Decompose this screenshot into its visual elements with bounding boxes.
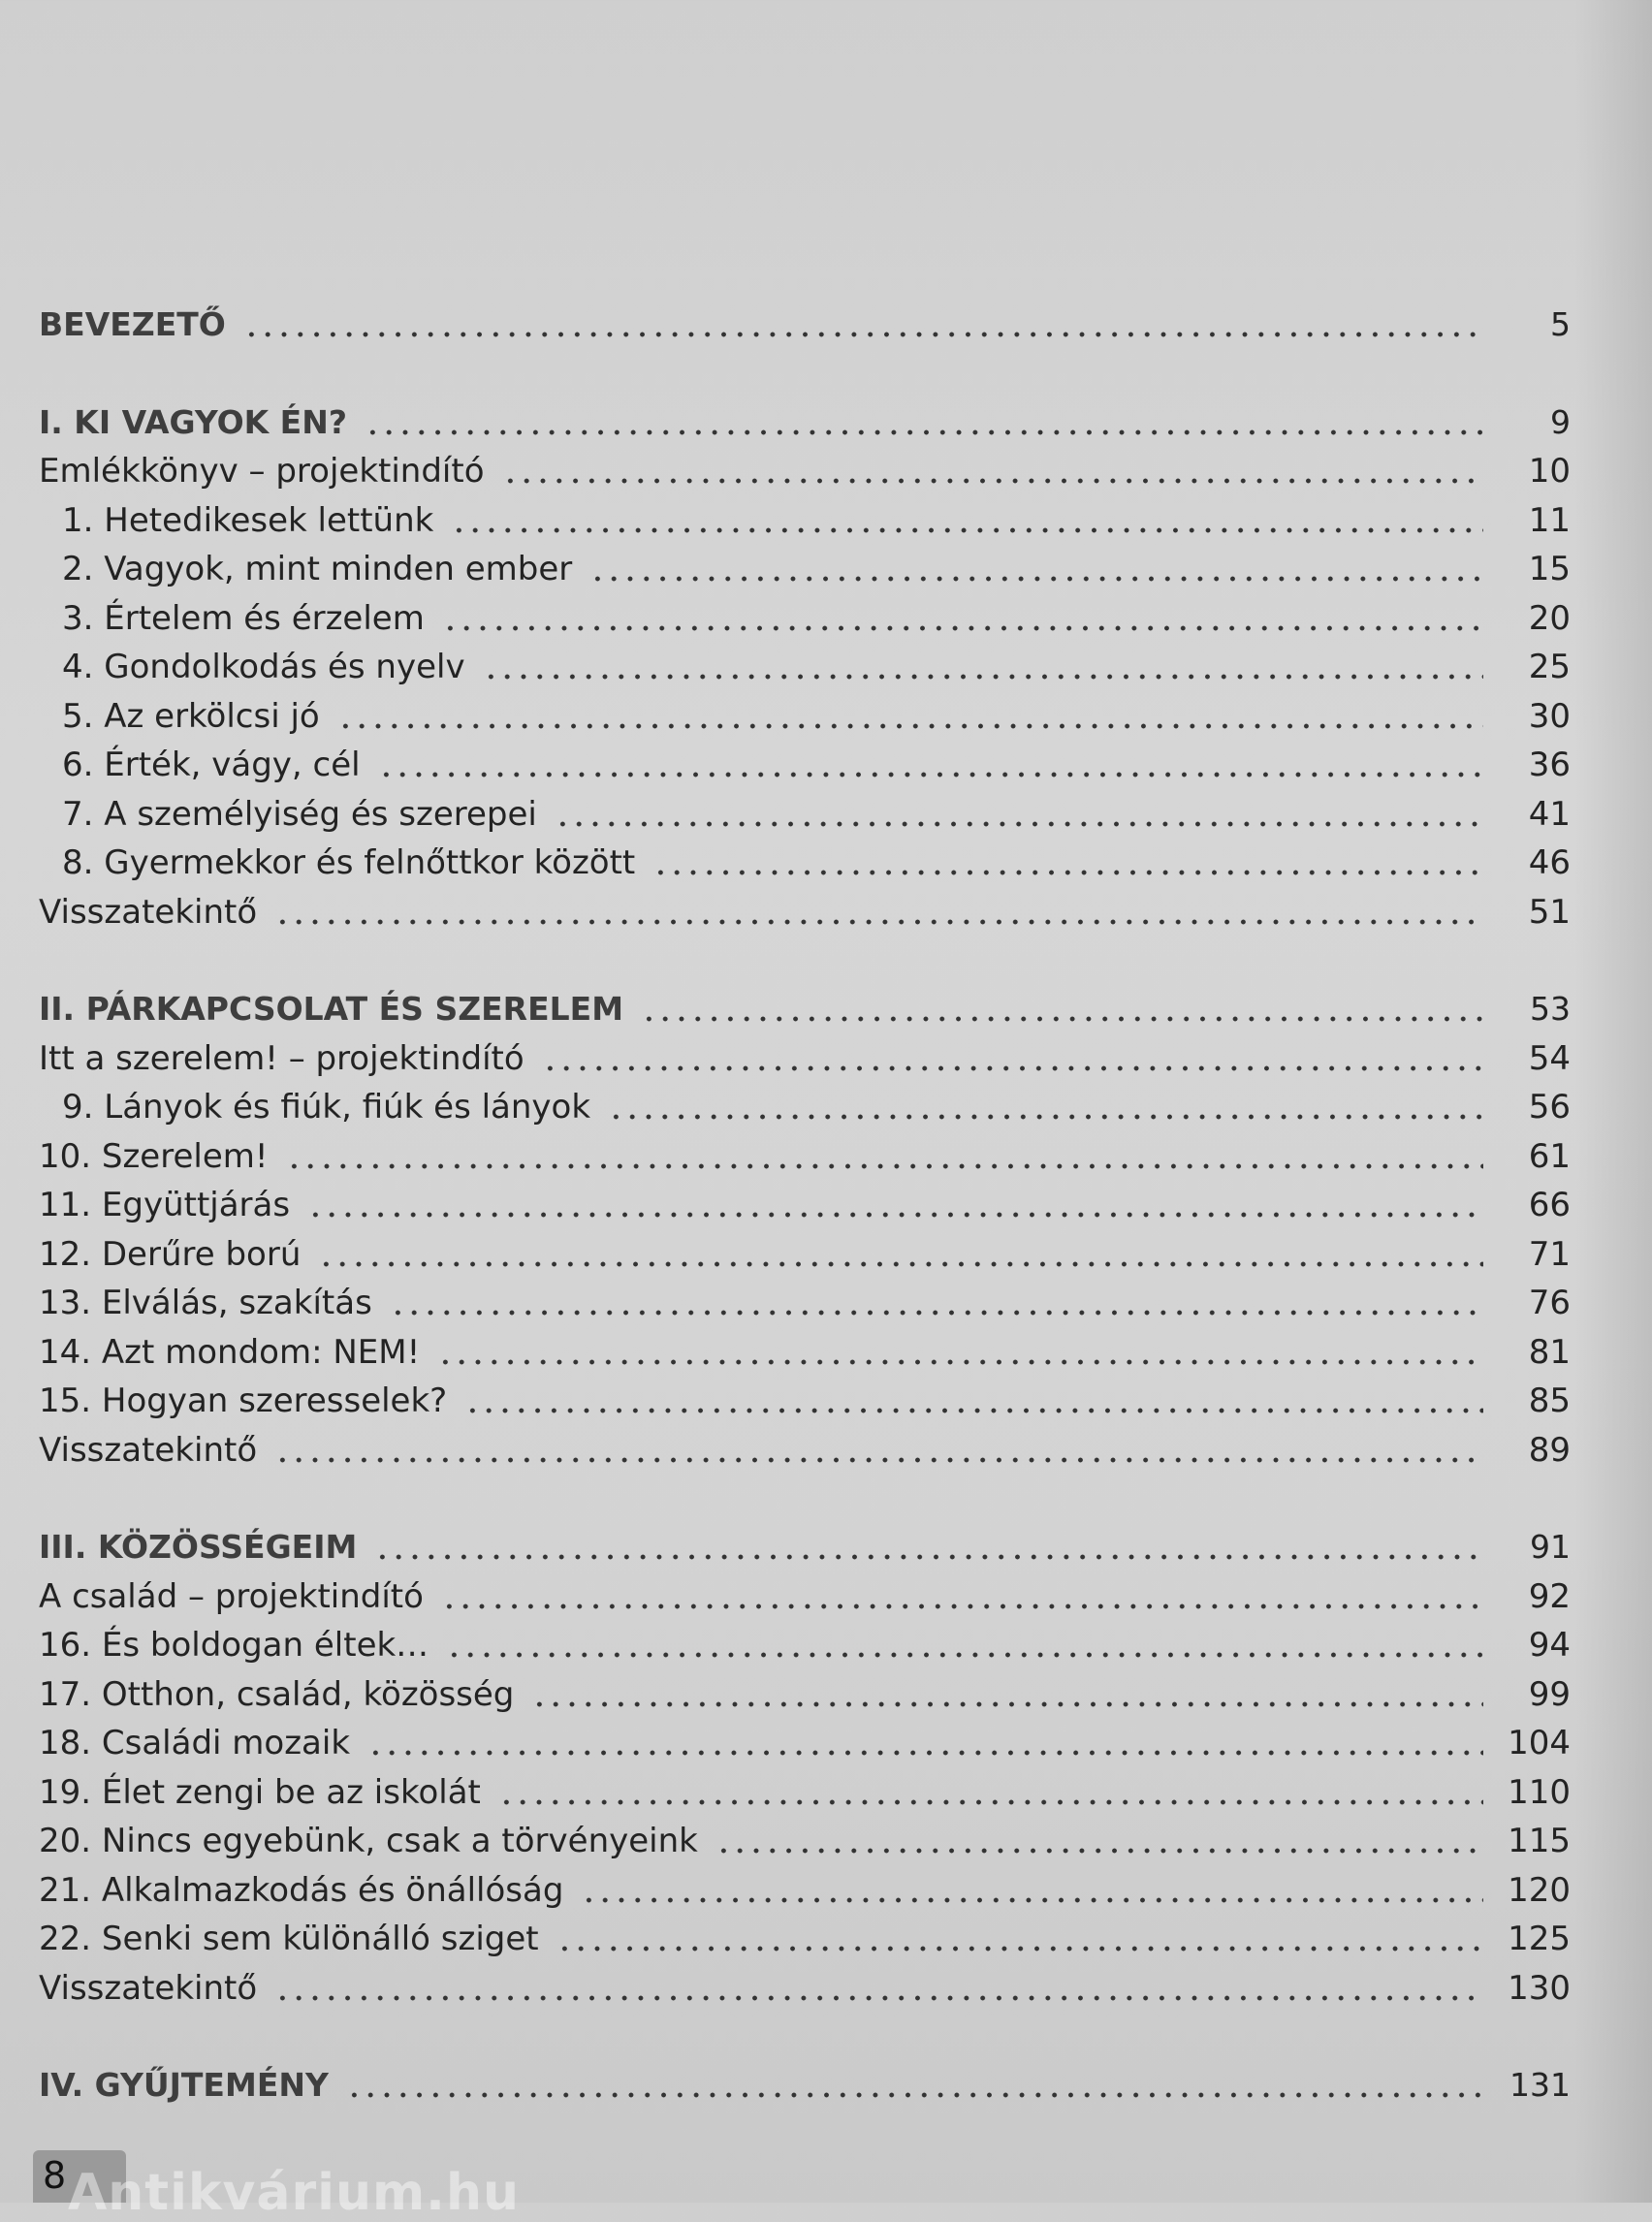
toc-entry-page: 115 <box>1508 1822 1571 1860</box>
toc-entry-page: 56 <box>1528 1088 1571 1127</box>
dot-leader <box>464 1407 1483 1414</box>
toc-entry-row <box>39 741 1571 790</box>
toc-entry-row <box>39 1426 1571 1476</box>
dot-leader <box>378 771 1483 778</box>
dot-leader <box>641 1015 1483 1023</box>
toc-entry-title: 8. Gyermekkor és felnőttkor között <box>62 843 636 882</box>
toc-entry-page: 20 <box>1528 598 1571 638</box>
toc-entry-row <box>39 1328 1571 1378</box>
toc-entry-row <box>39 1768 1571 1818</box>
toc-entry-row <box>39 1034 1571 1084</box>
toc-entry-row <box>39 1279 1571 1328</box>
toc-entry-row <box>39 643 1571 692</box>
toc-entry-title: A család – projektindító <box>39 1576 424 1616</box>
dot-leader <box>307 1211 1483 1219</box>
toc-entry-row <box>39 692 1571 742</box>
toc-entry-page: 131 <box>1509 2066 1571 2104</box>
toc-entry-row <box>39 1670 1571 1720</box>
toc-entry-row <box>39 1230 1571 1280</box>
dot-leader <box>483 673 1483 681</box>
toc-entry-row <box>39 1572 1571 1622</box>
dot-leader <box>390 1309 1483 1317</box>
dot-leader <box>274 1994 1483 2002</box>
dot-leader <box>531 1700 1483 1708</box>
toc-entry-row <box>39 594 1571 644</box>
toc-entry-row <box>39 447 1571 496</box>
toc-entry-page: 91 <box>1530 1528 1571 1566</box>
page-edge-shadow <box>1574 0 1652 2203</box>
toc-entry-page: 99 <box>1528 1674 1571 1714</box>
dot-leader <box>337 722 1483 730</box>
toc-section-row <box>39 398 1571 448</box>
toc-entry-page: 10 <box>1528 452 1571 491</box>
toc-entry-row <box>39 1181 1571 1230</box>
toc-entry-page: 51 <box>1528 892 1571 932</box>
toc-entry-title: 15. Hogyan szeresselek? <box>39 1381 448 1420</box>
dot-leader <box>274 918 1483 926</box>
toc-entry-title: 16. És boldogan éltek… <box>39 1626 429 1665</box>
toc-entry-page: 5 <box>1550 305 1571 343</box>
toc-entry-row <box>39 790 1571 840</box>
page-number: 8 <box>43 2154 67 2197</box>
toc-entry-title: 22. Senki sem különálló sziget <box>39 1920 539 1958</box>
toc-entry-title: 10. Szerelem! <box>39 1136 269 1176</box>
toc-entry-title: 14. Azt mondom: NEM! <box>39 1332 421 1372</box>
toc-entry-title: 7. A személyiség és szerepei <box>62 794 537 834</box>
toc-entry-title: IV. GYŰJTEMÉNY <box>39 2066 329 2104</box>
toc-entry-page: 92 <box>1528 1576 1571 1616</box>
dot-leader <box>715 1847 1483 1855</box>
toc-entry-row <box>39 496 1571 546</box>
toc-entry-title: 11. Együttjárás <box>39 1186 291 1224</box>
toc-entry-page: 76 <box>1528 1284 1571 1322</box>
toc-entry-title: 9. Lányok és fiúk, fiúk és lányok <box>62 1088 591 1127</box>
dot-leader <box>581 1896 1483 1904</box>
toc-entry-row <box>39 1132 1571 1182</box>
toc-entry-row <box>39 1719 1571 1768</box>
toc-entry-title: Visszatekintő <box>39 1430 258 1470</box>
toc-entry-row <box>39 839 1571 888</box>
toc-entry-page: 125 <box>1508 1920 1571 1958</box>
toc-entry-row <box>39 1964 1571 2014</box>
toc-entry-title: 4. Gondolkodás és nyelv <box>62 648 465 686</box>
toc-entry-title: 18. Családi mozaik <box>39 1724 351 1762</box>
dot-leader <box>555 820 1483 828</box>
dot-leader <box>542 1064 1483 1072</box>
dot-leader <box>652 869 1483 876</box>
toc-section-row <box>39 2061 1571 2111</box>
toc-entry-page: 130 <box>1508 1968 1571 2008</box>
toc-entry-title: 2. Vagyok, mint minden ember <box>62 550 573 588</box>
toc-entry-page: 110 <box>1508 1772 1571 1812</box>
toc-entry-title: 12. Derűre ború <box>39 1234 302 1274</box>
toc-entry-page: 66 <box>1528 1186 1571 1224</box>
toc-entry-page: 36 <box>1528 746 1571 784</box>
toc-entry-page: 30 <box>1528 696 1571 736</box>
dot-leader <box>365 429 1483 436</box>
toc-entry-title: Emlékkönyv – projektindító <box>39 452 485 491</box>
toc-entry-row <box>39 888 1571 937</box>
toc-entry-title: 5. Az erkölcsi jó <box>62 696 320 736</box>
dot-leader <box>498 1798 1483 1806</box>
toc-entry-page: 94 <box>1528 1626 1571 1665</box>
dot-leader <box>441 1603 1483 1610</box>
dot-leader <box>374 1553 1483 1561</box>
toc-entry-title: 6. Érték, vágy, cél <box>62 746 361 784</box>
dot-leader <box>556 1945 1483 1952</box>
toc-entry-title: 3. Értelem és érzelem <box>62 598 425 638</box>
table-of-contents <box>39 301 1571 2111</box>
toc-entry-title: BEVEZETŐ <box>39 305 226 343</box>
watermark-text: Antikvárium.hu <box>68 2164 520 2222</box>
toc-entry-row <box>39 1915 1571 1964</box>
toc-entry-page: 9 <box>1550 402 1571 441</box>
toc-section-row <box>39 985 1571 1034</box>
toc-entry-page: 85 <box>1528 1381 1571 1420</box>
toc-entry-row <box>39 1377 1571 1426</box>
dot-leader <box>437 1358 1483 1366</box>
toc-entry-row <box>39 545 1571 594</box>
dot-leader <box>346 2091 1483 2099</box>
toc-entry-row <box>39 1621 1571 1670</box>
dot-leader <box>243 331 1483 338</box>
toc-entry-page: 15 <box>1528 550 1571 588</box>
dot-leader <box>286 1162 1484 1170</box>
toc-entry-title: Itt a szerelem! – projektindító <box>39 1038 524 1078</box>
toc-entry-page: 104 <box>1508 1724 1571 1762</box>
dot-leader <box>608 1113 1483 1121</box>
toc-entry-row <box>39 1866 1571 1916</box>
toc-entry-title: II. PÁRKAPCSOLAT ÉS SZERELEM <box>39 990 624 1028</box>
dot-leader <box>318 1260 1483 1268</box>
dot-leader <box>442 624 1483 632</box>
toc-entry-title: 21. Alkalmazkodás és önállóság <box>39 1870 564 1910</box>
toc-entry-page: 120 <box>1508 1870 1571 1910</box>
dot-leader <box>446 1651 1483 1659</box>
toc-entry-page: 46 <box>1528 843 1571 882</box>
toc-entry-row <box>39 1817 1571 1866</box>
toc-section-row <box>39 1523 1571 1572</box>
toc-entry-page: 25 <box>1528 648 1571 686</box>
toc-entry-page: 71 <box>1528 1234 1571 1274</box>
toc-entry-page: 81 <box>1528 1332 1571 1372</box>
toc-entry-page: 54 <box>1528 1038 1571 1078</box>
toc-section-row <box>39 301 1571 350</box>
toc-entry-title: 13. Elválás, szakítás <box>39 1284 372 1322</box>
dot-leader <box>589 575 1483 583</box>
dot-leader <box>274 1456 1483 1464</box>
dot-leader <box>451 526 1483 534</box>
toc-entry-title: Visszatekintő <box>39 1968 258 2008</box>
toc-entry-row <box>39 1083 1571 1132</box>
toc-entry-page: 53 <box>1530 990 1571 1028</box>
toc-entry-page: 41 <box>1528 794 1571 834</box>
toc-entry-title: 17. Otthon, család, közösség <box>39 1674 515 1714</box>
toc-entry-title: I. KI VAGYOK ÉN? <box>39 402 347 441</box>
toc-entry-title: 20. Nincs egyebünk, csak a törvényeink <box>39 1822 698 1860</box>
dot-leader <box>502 477 1484 485</box>
toc-entry-page: 11 <box>1528 500 1571 540</box>
toc-entry-page: 89 <box>1528 1430 1571 1470</box>
toc-entry-title: Visszatekintő <box>39 892 258 932</box>
toc-entry-title: 1. Hetedikesek lettünk <box>62 500 434 540</box>
dot-leader <box>367 1749 1483 1757</box>
toc-entry-title: 19. Élet zengi be az iskolát <box>39 1772 481 1812</box>
toc-entry-title: III. KÖZÖSSÉGEIM <box>39 1528 358 1566</box>
toc-entry-page: 61 <box>1528 1136 1571 1176</box>
